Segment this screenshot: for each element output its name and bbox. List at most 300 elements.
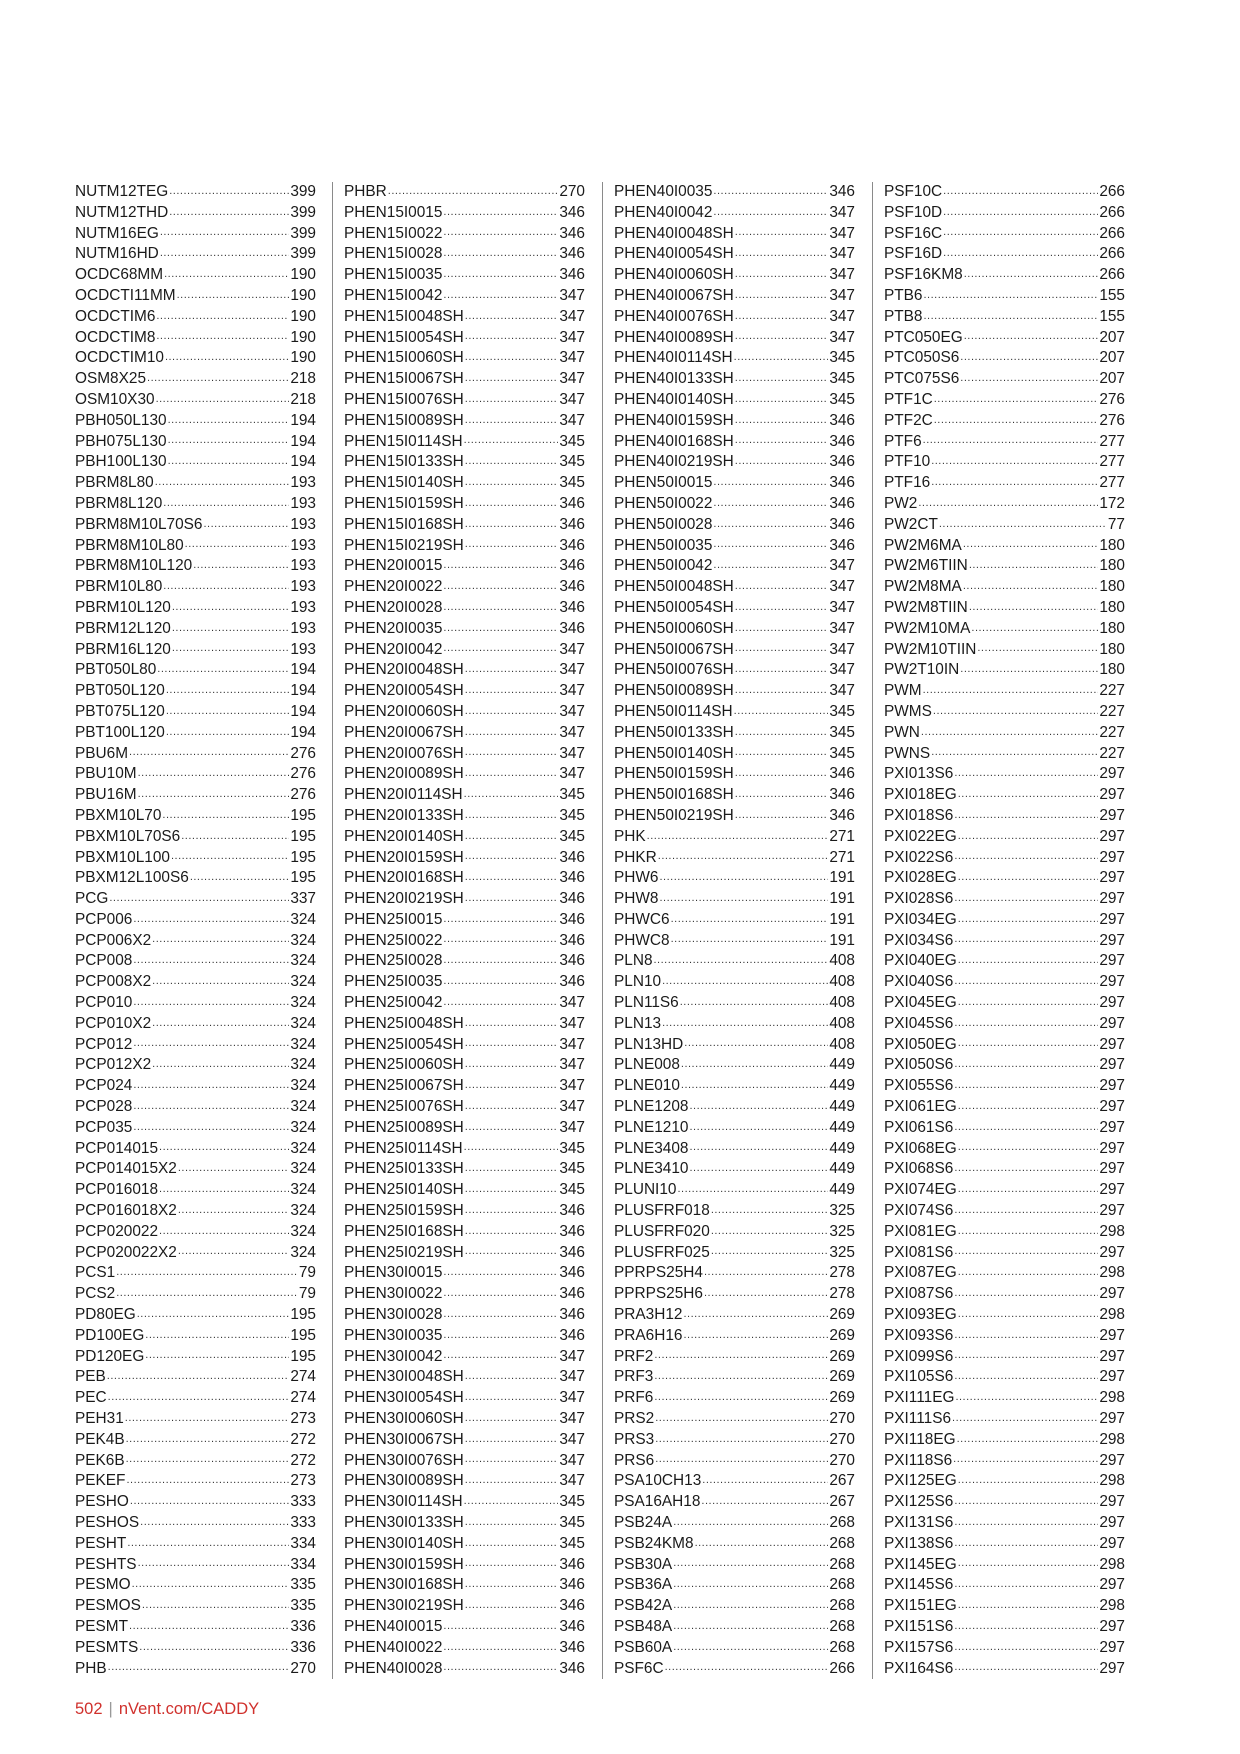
page-reference: 345 bbox=[559, 1160, 585, 1178]
part-number: PSF16C bbox=[884, 224, 943, 242]
index-entry bbox=[75, 1180, 316, 1201]
index-entry bbox=[75, 1139, 316, 1160]
dot-leader bbox=[443, 914, 558, 926]
page-reference: 345 bbox=[559, 1534, 585, 1552]
page-reference: 347 bbox=[829, 661, 855, 679]
index-entry bbox=[344, 1139, 585, 1160]
dot-leader bbox=[954, 810, 1098, 822]
index-entry bbox=[344, 1097, 585, 1118]
page-reference: 347 bbox=[559, 994, 585, 1012]
index-entry bbox=[75, 1430, 316, 1451]
index-entry bbox=[75, 619, 316, 640]
part-number: PXI061EG bbox=[884, 1098, 957, 1116]
dot-leader bbox=[443, 976, 558, 988]
dot-leader bbox=[954, 893, 1098, 905]
dot-leader bbox=[145, 1350, 289, 1362]
index-entry bbox=[614, 577, 855, 598]
part-number: PHEN15I0022 bbox=[344, 224, 443, 242]
part-number: PPRPS25H4 bbox=[614, 1264, 703, 1282]
dot-leader bbox=[465, 1558, 559, 1570]
dot-leader bbox=[702, 1475, 828, 1487]
dot-leader bbox=[958, 789, 1099, 801]
part-number: PHEN15I0028 bbox=[344, 245, 443, 263]
index-entry bbox=[75, 640, 316, 661]
index-entry bbox=[884, 1409, 1125, 1430]
index-entry bbox=[884, 972, 1125, 993]
page-reference: 191 bbox=[829, 869, 855, 887]
part-number: PLNE010 bbox=[614, 1077, 680, 1095]
page-reference: 268 bbox=[829, 1597, 855, 1615]
page-reference: 266 bbox=[829, 1659, 855, 1677]
part-number: PRS6 bbox=[614, 1451, 655, 1469]
index-entry bbox=[614, 1035, 855, 1056]
dot-leader bbox=[162, 810, 289, 822]
page-reference: 297 bbox=[1099, 1056, 1125, 1074]
page-reference: 227 bbox=[1099, 723, 1125, 741]
dot-leader bbox=[465, 311, 559, 323]
part-number: PSA10CH13 bbox=[614, 1472, 702, 1490]
part-number: PRS3 bbox=[614, 1430, 655, 1448]
index-entry bbox=[884, 702, 1125, 723]
part-number: PSB30A bbox=[614, 1555, 673, 1573]
part-number: PHEN50I0060SH bbox=[614, 619, 734, 637]
dot-leader bbox=[443, 1642, 558, 1654]
dot-leader bbox=[465, 810, 559, 822]
index-entry bbox=[75, 473, 316, 494]
dot-leader bbox=[954, 1642, 1098, 1654]
part-number: PHEN50I0159SH bbox=[614, 765, 734, 783]
dot-leader bbox=[152, 976, 289, 988]
part-number: PPRPS25H6 bbox=[614, 1285, 703, 1303]
index-entry bbox=[614, 494, 855, 515]
index-entry bbox=[614, 660, 855, 681]
page-reference: 324 bbox=[290, 1202, 316, 1220]
index-entry bbox=[344, 307, 585, 328]
index-entry bbox=[344, 1659, 585, 1680]
dot-leader bbox=[465, 1080, 559, 1092]
part-number: PCP016018X2 bbox=[75, 1202, 177, 1220]
dot-leader bbox=[954, 1122, 1098, 1134]
page-reference: 324 bbox=[290, 952, 316, 970]
index-entry bbox=[614, 1534, 855, 1555]
dot-leader bbox=[147, 373, 289, 385]
page-reference: 347 bbox=[829, 682, 855, 700]
page-reference: 346 bbox=[559, 1576, 585, 1594]
dot-leader bbox=[465, 768, 559, 780]
index-entry bbox=[344, 1055, 585, 1076]
page-reference: 271 bbox=[829, 848, 855, 866]
index-entry bbox=[75, 411, 316, 432]
dot-leader bbox=[443, 1309, 558, 1321]
page-number: 502 bbox=[75, 1700, 103, 1718]
index-entry bbox=[614, 1076, 855, 1097]
page-reference: 324 bbox=[290, 1243, 316, 1261]
part-number: PTF2C bbox=[884, 411, 933, 429]
part-number: PXI034S6 bbox=[884, 931, 954, 949]
index-entry bbox=[75, 577, 316, 598]
dot-leader bbox=[465, 664, 559, 676]
page-reference: 297 bbox=[1099, 1576, 1125, 1594]
part-number: PSB42A bbox=[614, 1597, 673, 1615]
dot-leader bbox=[443, 1662, 558, 1674]
dot-leader bbox=[465, 1226, 559, 1238]
page-reference: 347 bbox=[559, 1098, 585, 1116]
part-number: PHEN40I0133SH bbox=[614, 370, 734, 388]
part-number: PW2M10TIIN bbox=[884, 640, 977, 658]
page-reference: 297 bbox=[1099, 1285, 1125, 1303]
page-reference: 297 bbox=[1099, 1617, 1125, 1635]
dot-leader bbox=[964, 269, 1099, 281]
dot-leader bbox=[443, 227, 558, 239]
part-number: PHEN40I0219SH bbox=[614, 453, 734, 471]
page-reference: 297 bbox=[1099, 1160, 1125, 1178]
part-number: PXI145S6 bbox=[884, 1576, 954, 1594]
part-number: PCP006 bbox=[75, 910, 133, 928]
index-entry bbox=[344, 764, 585, 785]
index-entry bbox=[344, 473, 585, 494]
index-entry bbox=[884, 1035, 1125, 1056]
part-number: PBRM10L80 bbox=[75, 578, 163, 596]
dot-leader bbox=[169, 207, 289, 219]
part-number: PXI028S6 bbox=[884, 890, 954, 908]
part-number: PBRM8L120 bbox=[75, 494, 163, 512]
index-column-3 bbox=[602, 182, 855, 1679]
index-entry bbox=[344, 1076, 585, 1097]
index-entry bbox=[614, 1014, 855, 1035]
index-entry bbox=[75, 1201, 316, 1222]
index-entry bbox=[614, 931, 855, 952]
part-number: PHEN30I0054SH bbox=[344, 1389, 464, 1407]
dot-leader bbox=[689, 1122, 828, 1134]
dot-leader bbox=[443, 207, 558, 219]
page-reference: 266 bbox=[1099, 183, 1125, 200]
page-reference: 193 bbox=[290, 619, 316, 637]
index-entry bbox=[344, 1263, 585, 1284]
dot-leader bbox=[160, 227, 290, 239]
dot-leader bbox=[954, 1538, 1098, 1550]
page-reference: 324 bbox=[290, 1222, 316, 1240]
page-reference: 347 bbox=[559, 1035, 585, 1053]
index-entry bbox=[614, 764, 855, 785]
dot-leader bbox=[465, 1392, 559, 1404]
index-entry bbox=[614, 1617, 855, 1638]
dot-leader bbox=[171, 851, 289, 863]
page-reference: 347 bbox=[559, 1430, 585, 1448]
dot-leader bbox=[145, 1330, 289, 1342]
index-entry bbox=[344, 827, 585, 848]
part-number: PW2M6MA bbox=[884, 536, 962, 554]
part-number: PWMS bbox=[884, 702, 932, 720]
index-entry bbox=[884, 1451, 1125, 1472]
dot-leader bbox=[673, 1558, 828, 1570]
part-number: PHEN50I0035 bbox=[614, 536, 713, 554]
index-entry bbox=[344, 681, 585, 702]
part-number: PHEN20I0140SH bbox=[344, 827, 464, 845]
part-number: OCDC68MM bbox=[75, 266, 164, 284]
part-number: PXI125EG bbox=[884, 1472, 957, 1490]
index-entry bbox=[75, 182, 316, 203]
index-entry bbox=[884, 681, 1125, 702]
page-reference: 297 bbox=[1099, 827, 1125, 845]
page-reference: 195 bbox=[290, 869, 316, 887]
part-number: PBRM16L120 bbox=[75, 640, 171, 658]
index-entry bbox=[75, 827, 316, 848]
index-entry bbox=[75, 785, 316, 806]
index-entry bbox=[75, 1659, 316, 1680]
dot-leader bbox=[133, 997, 289, 1009]
dot-leader bbox=[960, 664, 1098, 676]
dot-leader bbox=[388, 186, 559, 198]
index-entry bbox=[614, 182, 855, 203]
index-entry bbox=[884, 1243, 1125, 1264]
index-entry bbox=[884, 577, 1125, 598]
index-entry bbox=[75, 889, 316, 910]
page-reference: 346 bbox=[559, 848, 585, 866]
index-entry bbox=[884, 224, 1125, 245]
page-reference: 268 bbox=[829, 1555, 855, 1573]
page-reference: 297 bbox=[1099, 1659, 1125, 1677]
index-entry bbox=[75, 993, 316, 1014]
dot-leader bbox=[465, 1413, 559, 1425]
page-reference: 346 bbox=[829, 765, 855, 783]
page-reference: 194 bbox=[290, 411, 316, 429]
index-entry bbox=[614, 432, 855, 453]
index-entry bbox=[344, 452, 585, 473]
part-number: PHEN25I0028 bbox=[344, 952, 443, 970]
dot-leader bbox=[934, 394, 1099, 406]
part-number: PCP012X2 bbox=[75, 1056, 152, 1074]
index-entry bbox=[884, 328, 1125, 349]
part-number: PXI093S6 bbox=[884, 1326, 954, 1344]
page-reference: 346 bbox=[559, 598, 585, 616]
dot-leader bbox=[971, 623, 1098, 635]
index-entry bbox=[884, 473, 1125, 494]
part-number: PXI045EG bbox=[884, 994, 957, 1012]
page-reference: 347 bbox=[829, 328, 855, 346]
part-number: PESHO bbox=[75, 1493, 129, 1511]
part-number: PW2M6TIIN bbox=[884, 557, 968, 575]
dot-leader bbox=[713, 207, 828, 219]
part-number: PCP014015 bbox=[75, 1139, 159, 1157]
part-number: PBH100L130 bbox=[75, 453, 167, 471]
part-number: PBRM10L120 bbox=[75, 598, 171, 616]
page-reference: 195 bbox=[290, 806, 316, 824]
dot-leader bbox=[958, 1309, 1099, 1321]
page-reference: 273 bbox=[290, 1472, 316, 1490]
dot-leader bbox=[443, 560, 558, 572]
part-number: PHEN50I0140SH bbox=[614, 744, 734, 762]
dot-leader bbox=[954, 1371, 1098, 1383]
index-entry bbox=[884, 951, 1125, 972]
page-reference: 347 bbox=[559, 390, 585, 408]
footer-website-link[interactable]: nVent.com/CADDY bbox=[118, 1700, 260, 1718]
part-number: PHEN20I0015 bbox=[344, 557, 443, 575]
dot-leader bbox=[931, 747, 1098, 759]
part-number: PCP020022X2 bbox=[75, 1243, 177, 1261]
part-number: PLNE3410 bbox=[614, 1160, 689, 1178]
page-reference: 347 bbox=[559, 661, 585, 679]
part-number: PHEN50I0048SH bbox=[614, 578, 734, 596]
dot-leader bbox=[713, 519, 828, 531]
page-reference: 298 bbox=[1099, 1222, 1125, 1240]
part-number: OCDCTIM10 bbox=[75, 349, 164, 367]
part-number: PXI050EG bbox=[884, 1035, 957, 1053]
part-number: PHEN40I0042 bbox=[614, 203, 713, 221]
page-reference: 324 bbox=[290, 973, 316, 991]
dot-leader bbox=[671, 934, 829, 946]
page-reference: 345 bbox=[559, 1514, 585, 1531]
dot-leader bbox=[954, 1080, 1098, 1092]
dot-leader bbox=[735, 435, 829, 447]
page-reference: 268 bbox=[829, 1576, 855, 1594]
dot-leader bbox=[166, 727, 289, 739]
page-reference: 193 bbox=[290, 474, 316, 492]
page-reference: 337 bbox=[290, 890, 316, 908]
page-reference: 324 bbox=[290, 910, 316, 928]
dot-leader bbox=[713, 477, 828, 489]
dot-leader bbox=[683, 1330, 828, 1342]
page-reference: 449 bbox=[829, 1098, 855, 1116]
dot-leader bbox=[957, 1434, 1099, 1446]
dot-leader bbox=[654, 1392, 828, 1404]
page-reference: 346 bbox=[559, 1617, 585, 1635]
dot-leader bbox=[465, 1018, 559, 1030]
part-number: PCS2 bbox=[75, 1285, 116, 1303]
page-reference: 297 bbox=[1099, 869, 1125, 887]
index-entry bbox=[614, 702, 855, 723]
part-number: PWN bbox=[884, 723, 920, 741]
part-number: PHEN50I0076SH bbox=[614, 661, 734, 679]
index-entry bbox=[75, 1388, 316, 1409]
index-entry bbox=[614, 827, 855, 848]
part-number: PLN8 bbox=[614, 952, 653, 970]
part-number: PXI061S6 bbox=[884, 1118, 954, 1136]
dot-leader bbox=[734, 352, 829, 364]
part-number: PHEN30I0076SH bbox=[344, 1451, 464, 1469]
index-entry bbox=[884, 411, 1125, 432]
index-entry bbox=[884, 515, 1125, 536]
index-entry bbox=[884, 1201, 1125, 1222]
dot-leader bbox=[952, 1413, 1098, 1425]
page-reference: 335 bbox=[290, 1576, 316, 1594]
page-reference: 333 bbox=[290, 1514, 316, 1531]
page-reference: 346 bbox=[559, 1555, 585, 1573]
index-entry bbox=[75, 868, 316, 889]
page-reference: 297 bbox=[1099, 1098, 1125, 1116]
part-number: PHEN20I0159SH bbox=[344, 848, 464, 866]
index-entry bbox=[614, 1409, 855, 1430]
page-reference: 345 bbox=[559, 786, 585, 804]
index-entry bbox=[75, 1471, 316, 1492]
dot-leader bbox=[169, 186, 289, 198]
part-number: PHEN25I0054SH bbox=[344, 1035, 464, 1053]
part-number: PTB6 bbox=[884, 286, 923, 304]
page-reference: 270 bbox=[290, 1659, 316, 1677]
part-number: PLN10 bbox=[614, 973, 662, 991]
part-number: PHEN30I0114SH bbox=[344, 1493, 463, 1511]
index-entry bbox=[884, 1180, 1125, 1201]
index-entry bbox=[344, 1035, 585, 1056]
index-entry bbox=[75, 556, 316, 577]
dot-leader bbox=[953, 1454, 1098, 1466]
part-number: PCP006X2 bbox=[75, 931, 152, 949]
part-number: PXI045S6 bbox=[884, 1014, 954, 1032]
dot-leader bbox=[954, 1517, 1098, 1529]
index-entry bbox=[344, 286, 585, 307]
page-reference: 346 bbox=[559, 1306, 585, 1324]
part-number: PHEN25I0067SH bbox=[344, 1077, 464, 1095]
part-number: PTF16 bbox=[884, 474, 931, 492]
dot-leader bbox=[673, 1600, 828, 1612]
page-reference: 269 bbox=[829, 1326, 855, 1344]
page-reference: 194 bbox=[290, 432, 316, 450]
page-reference: 193 bbox=[290, 536, 316, 554]
dot-leader bbox=[963, 581, 1098, 593]
page-reference: 346 bbox=[829, 515, 855, 533]
part-number: PTC050EG bbox=[884, 328, 963, 346]
dot-leader bbox=[465, 1205, 559, 1217]
part-number: PHEN25I0042 bbox=[344, 994, 443, 1012]
index-entry bbox=[884, 764, 1125, 785]
dot-leader bbox=[655, 1454, 828, 1466]
page-reference: 266 bbox=[1099, 203, 1125, 221]
page-reference: 345 bbox=[829, 744, 855, 762]
index-entry bbox=[344, 848, 585, 869]
part-number: PHEN30I0159SH bbox=[344, 1555, 464, 1573]
part-number: PHEN40I0035 bbox=[614, 183, 713, 200]
page-reference: 345 bbox=[829, 349, 855, 367]
dot-leader bbox=[159, 1184, 289, 1196]
part-number: PHEN15I0140SH bbox=[344, 474, 464, 492]
dot-leader bbox=[465, 1122, 559, 1134]
dot-leader bbox=[735, 456, 829, 468]
dot-leader bbox=[138, 789, 290, 801]
index-entry bbox=[344, 1180, 585, 1201]
index-entry bbox=[614, 1367, 855, 1388]
index-entry bbox=[884, 203, 1125, 224]
page-reference: 346 bbox=[829, 411, 855, 429]
page-reference: 347 bbox=[829, 307, 855, 325]
index-entry bbox=[75, 1305, 316, 1326]
dot-leader bbox=[681, 1059, 828, 1071]
dot-leader bbox=[168, 415, 290, 427]
index-entry bbox=[344, 1409, 585, 1430]
dot-leader bbox=[137, 1309, 290, 1321]
index-entry bbox=[884, 785, 1125, 806]
part-number: PCS1 bbox=[75, 1264, 116, 1282]
dot-leader bbox=[735, 747, 829, 759]
part-number: PXI081EG bbox=[884, 1222, 957, 1240]
page-reference: 298 bbox=[1099, 1472, 1125, 1490]
dot-leader bbox=[126, 1475, 289, 1487]
index-entry bbox=[614, 1492, 855, 1513]
index-entry bbox=[884, 182, 1125, 203]
page-reference: 298 bbox=[1099, 1555, 1125, 1573]
index-entry bbox=[614, 1596, 855, 1617]
index-entry bbox=[344, 577, 585, 598]
dot-leader bbox=[156, 394, 290, 406]
part-number: PSF16KM8 bbox=[884, 266, 963, 284]
part-number: PHEN15I0015 bbox=[344, 203, 443, 221]
index-entry bbox=[884, 307, 1125, 328]
page-footer bbox=[75, 1700, 259, 1719]
part-number: PHBR bbox=[344, 183, 387, 200]
dot-leader bbox=[108, 1662, 290, 1674]
dot-leader bbox=[934, 415, 1099, 427]
part-number: PXI040S6 bbox=[884, 973, 954, 991]
dot-leader bbox=[954, 1205, 1098, 1217]
page-reference: 277 bbox=[1099, 453, 1125, 471]
